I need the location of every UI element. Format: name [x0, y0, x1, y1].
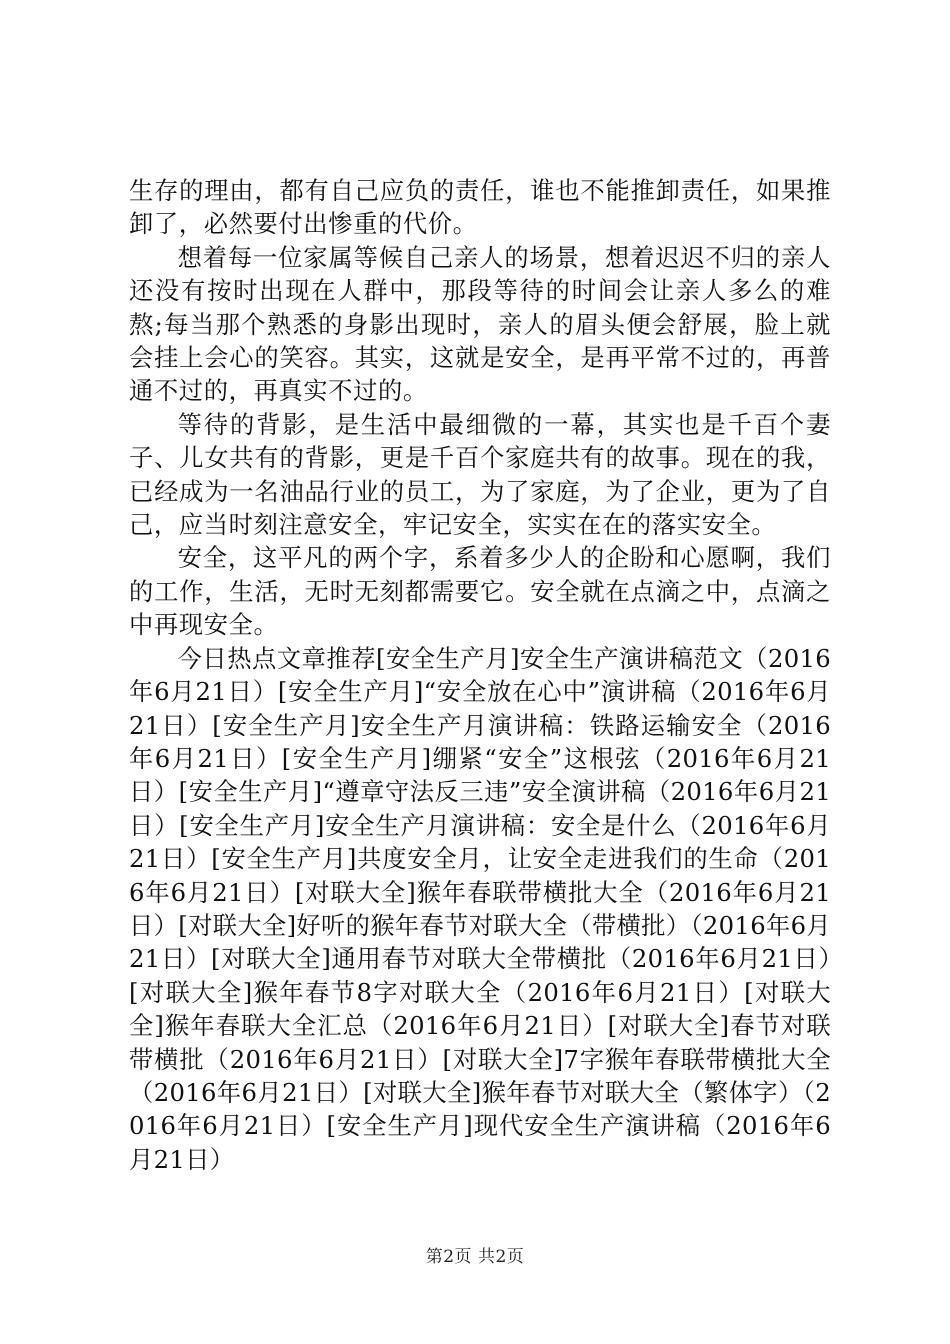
recommended-articles: 今日热点文章推荐[安全生产月]安全生产演讲稿范文（2016年6月21日）[安全生产月]“安全放在心中”演讲稿（2016年6月21日）[安全生产月]安全生产月演讲稿：铁路运输安全（2016年6月21日）[安全生产月]绷紧“安全”这根弦（2016年6月21日）[安全生产月]“遵章守法反三违”安全演讲稿（2016年6月21日）[安全生产月]安全生产月演讲稿：安全是什么（2016年6月21日）[安全生产月]共度安全月，让安全走进我们的生命（2016年6月21日）[对联大全]猴年春联带横批大全（2016年6月21日）[对联大全]好听的猴年春节对联大全（带横批）（2016年6月21日）[对联大全]通用春节对联大全带横批（2016年6月21日）[对联大全]猴年春节8字对联大全（2016年6月21日）[对联大全]猴年春联大全汇总（2016年6月21日）[对联大全]春节对联带横批（2016年6月21日）[对联大全]7字猴年春联带横批大全（2016年6月21日）[对联大全]猴年春节对联大全（繁体字）（2016年6月21日）[安全生产月]现代安全生产演讲稿（2016年6月21日） — [129, 643, 831, 1174]
paragraph-family-waiting: 想着每一位家属等候自己亲人的场景，想着迟迟不归的亲人还没有按时出现在人群中，那段等待的时间会让亲人多么的难熬;每当那个熟悉的身影出现时，亲人的眉头便会舒展，脸上就会挂上会心的笑容。其实，这就是安全，是再平常不过的，再普通不过的，再真实不过的。 — [129, 242, 831, 406]
paragraph-waiting-figure: 等待的背影，是生活中最细微的一幕，其实也是千百个妻子、儿女共有的背影，更是千百个家庭共有的故事。现在的我，已经成为一名油品行业的员工，为了家庭，为了企业，更为了自己，应当时刻注意安全，牢记安全，实实在在的落实安全。 — [129, 409, 831, 540]
paragraph-safety-two-words: 安全，这平凡的两个字，系着多少人的企盼和心愿啊，我们的工作，生活，无时无刻都需要它。安全就在点滴之中，点滴之中再现安全。 — [129, 543, 831, 640]
document-body — [129, 174, 831, 1176]
paragraph-continuation: 生存的理由，都有自己应负的责任，谁也不能推卸责任，如果推卸了，必然要付出惨重的代价。 — [129, 176, 831, 239]
page-number-footer: 第2页 共2页 — [425, 1247, 525, 1267]
